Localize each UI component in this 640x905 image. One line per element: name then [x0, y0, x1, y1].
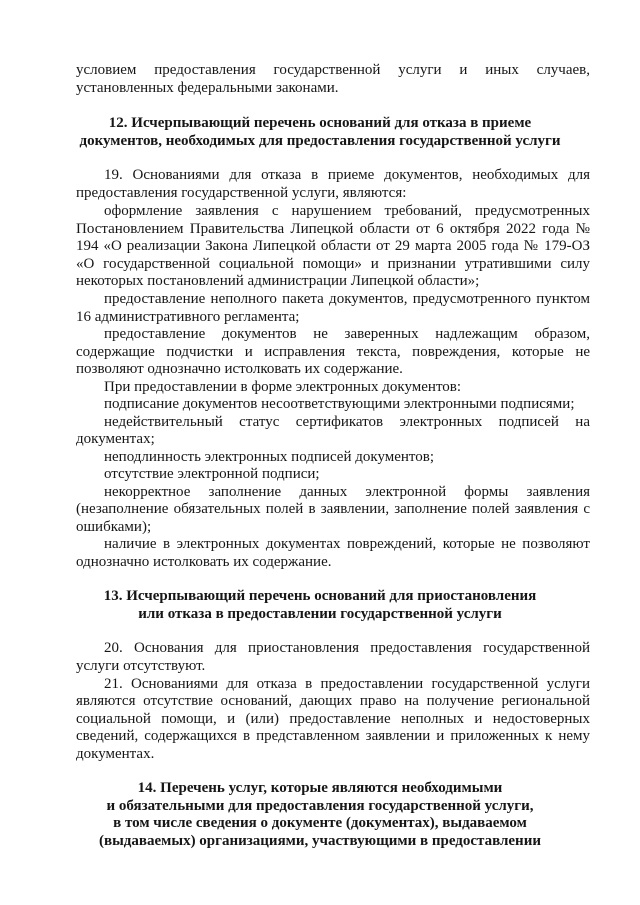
list-item: «О государственной социальной помощи» и признании утратившими силу [76, 256, 590, 272]
section-14-heading: и обязательными для предоставления государственной услуги, [106, 798, 534, 814]
list-item: (незаполнение обязательных полей в заявлении, заполнение полей заявления с [76, 501, 590, 517]
list-item: предоставление неполного пакета документов, предусмотренного пунктом [104, 291, 590, 307]
list-item: отсутствие электронной подписи; [104, 466, 320, 482]
paragraph-19: 19. Основаниями для отказа в приеме документов, необходимых для [104, 167, 590, 183]
paragraph-line: установленных федеральными законами. [76, 80, 339, 96]
list-item: некорректное заполнение данных электронной формы заявления [104, 484, 590, 500]
section-14-heading: в том числе сведения о документе (документах), выдаваемом [113, 815, 527, 831]
list-item: 16 административного регламента; [76, 309, 300, 325]
list-item: оформление заявления с нарушением требований, предусмотренных [104, 203, 590, 219]
list-item: предоставление документов не заверенных надлежащим образом, [104, 326, 590, 342]
paragraph-21: социальной помощи, и (или) предоставление неполных и недостоверных [76, 711, 590, 727]
section-12-heading: документов, необходимых для предоставления государственной услуги [79, 133, 561, 149]
section-14-heading: 14. Перечень услуг, которые являются необходимыми [137, 780, 503, 796]
list-item: подписание документов несоответствующими электронными подписями; [104, 396, 575, 412]
section-14-heading: (выдаваемых) организациями, участвующими в предоставлении [98, 833, 541, 849]
section-13-heading: или отказа в предоставлении государственной услуги [138, 606, 502, 622]
list-item: позволяют однозначно истолковать их содержание. [76, 361, 403, 377]
list-item: некоторых постановлений администрации Липецкой области»; [76, 273, 480, 289]
paragraph-21: 21. Основаниями для отказа в предоставлении государственной услуги [104, 676, 590, 692]
paragraph-20: услуги отсутствуют. [76, 658, 206, 674]
paragraph-line: условием предоставления государственной услуги и иных случаев, [76, 62, 590, 78]
list-item: содержащие подчистки и исправления текста, повреждения, которые не [76, 344, 590, 360]
section-13-heading: 13. Исчерпывающий перечень оснований для приостановления [103, 588, 537, 604]
paragraph-21: сведений, содержащихся в представленном заявлении и приложенных к нему [76, 728, 590, 744]
section-12-heading: 12. Исчерпывающий перечень оснований для отказа в приеме [108, 115, 532, 131]
list-item: однозначно истолковать их содержание. [76, 554, 332, 570]
paragraph-20: 20. Основания для приостановления предоставления государственной [104, 640, 590, 656]
list-intro: При предоставлении в форме электронных документов: [104, 379, 462, 395]
list-item: документах; [76, 431, 155, 447]
paragraph-19: предоставления государственной услуги, являются: [76, 185, 407, 201]
paragraph-21: документах. [76, 746, 155, 762]
list-item: Постановлением Правительства Липецкой области от 6 октября 2022 года № [76, 221, 590, 237]
list-item: неподлинность электронных подписей документов; [104, 449, 435, 465]
list-item: недействительный статус сертификатов электронных подписей на [104, 414, 590, 430]
list-item: 194 «О реализации Закона Липецкой области от 29 марта 2005 года № 179-ОЗ [76, 238, 590, 254]
paragraph-21: являются отсутствие оснований, дающих право на получение региональной [76, 693, 590, 709]
list-item: ошибками); [76, 519, 152, 535]
list-item: наличие в электронных документах повреждений, которые не позволяют [104, 536, 590, 552]
